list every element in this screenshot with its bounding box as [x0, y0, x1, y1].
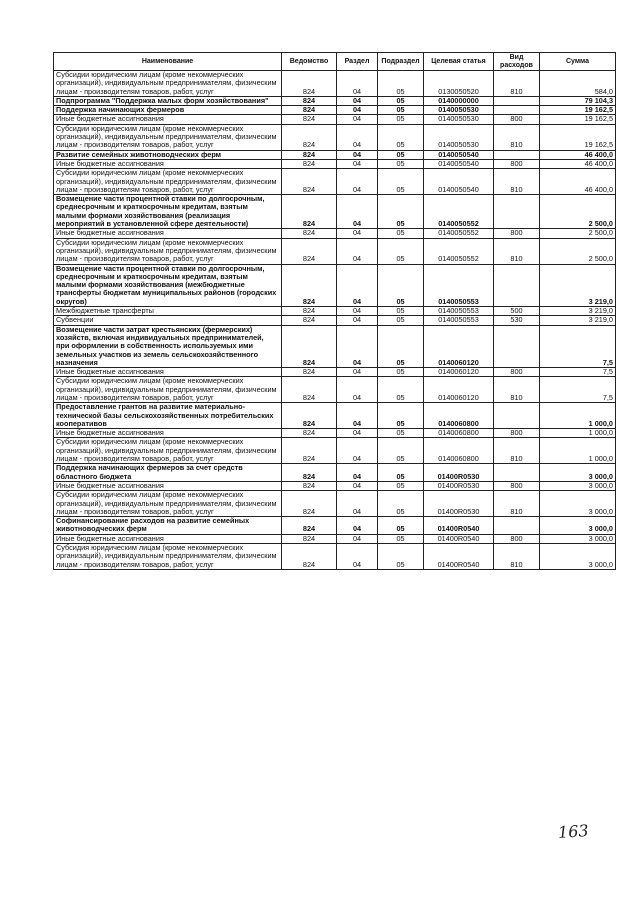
- cell-section: 04: [337, 71, 378, 97]
- cell-target: 0140050553: [424, 264, 494, 306]
- cell-section: 04: [337, 124, 378, 150]
- cell-dept: 824: [282, 124, 337, 150]
- cell-name: Иные бюджетные ассигнования: [54, 368, 282, 377]
- cell-subsection: 05: [378, 124, 424, 150]
- cell-name: Субсидии юридическим лицам (кроме некоммерческих организаций), индивидуальным предпринимателям, физическим лицам - производителям товаров, работ, услуг: [54, 438, 282, 464]
- cell-exp-type: [494, 96, 540, 105]
- table-row: [54, 377, 616, 403]
- cell-section: 04: [337, 325, 378, 367]
- cell-section: 04: [337, 403, 378, 429]
- cell-exp-type: 810: [494, 124, 540, 150]
- cell-exp-type: 810: [494, 71, 540, 97]
- cell-sum: 46 400,0: [540, 159, 616, 168]
- cell-subsection: 05: [378, 150, 424, 159]
- cell-dept: 824: [282, 438, 337, 464]
- cell-exp-type: 530: [494, 316, 540, 325]
- cell-subsection: 05: [378, 115, 424, 124]
- cell-subsection: 05: [378, 534, 424, 543]
- cell-name: Софинансирование расходов на развитие семейных животноводческих ферм: [54, 517, 282, 535]
- cell-section: 04: [337, 464, 378, 482]
- table-row: [54, 238, 616, 264]
- cell-target: 0140050553: [424, 316, 494, 325]
- cell-name: Иные бюджетные ассигнования: [54, 534, 282, 543]
- cell-subsection: 05: [378, 368, 424, 377]
- cell-sum: 7,5: [540, 368, 616, 377]
- cell-sum: 2 500,0: [540, 229, 616, 238]
- cell-dept: 824: [282, 71, 337, 97]
- cell-subsection: 05: [378, 106, 424, 115]
- header-dept: Ведомство: [282, 53, 337, 71]
- cell-name: Субсидии юридическим лицам (кроме некоммерческих организаций), индивидуальным предпринимателям, физическим лицам - производителям товаров, работ, услуг: [54, 71, 282, 97]
- cell-name: Возмещение части процентной ставки по долгосрочным, среднесрочным и краткосрочным кредитам, взятым малыми формами хозяйствования (реализация мероприятий в установленной сфере деятельности): [54, 195, 282, 229]
- cell-sum: 3 219,0: [540, 264, 616, 306]
- cell-section: 04: [337, 238, 378, 264]
- cell-name: Субсидии юридическим лицам (кроме некоммерческих организаций), индивидуальным предпринимателям, физическим лицам - производителям товаров, работ, услуг: [54, 377, 282, 403]
- cell-subsection: 05: [378, 517, 424, 535]
- cell-dept: 824: [282, 429, 337, 438]
- table-row: [54, 464, 616, 482]
- cell-subsection: 05: [378, 325, 424, 367]
- table-row: [54, 264, 616, 306]
- cell-section: 04: [337, 377, 378, 403]
- cell-sum: 3 000,0: [540, 534, 616, 543]
- cell-subsection: 05: [378, 429, 424, 438]
- table-row: [54, 534, 616, 543]
- cell-sum: 7,5: [540, 377, 616, 403]
- cell-target: 0130050520: [424, 71, 494, 97]
- cell-sum: 3 000,0: [540, 517, 616, 535]
- cell-name: Иные бюджетные ассигнования: [54, 159, 282, 168]
- cell-subsection: 05: [378, 264, 424, 306]
- cell-target: 01400R0540: [424, 517, 494, 535]
- cell-section: 04: [337, 159, 378, 168]
- cell-exp-type: 800: [494, 115, 540, 124]
- cell-dept: 824: [282, 159, 337, 168]
- cell-exp-type: [494, 325, 540, 367]
- cell-target: 0140050552: [424, 229, 494, 238]
- cell-exp-type: 810: [494, 169, 540, 195]
- cell-sum: 46 400,0: [540, 150, 616, 159]
- table-row: [54, 159, 616, 168]
- cell-section: 04: [337, 534, 378, 543]
- table-row: [54, 307, 616, 316]
- cell-exp-type: [494, 195, 540, 229]
- table-row: [54, 96, 616, 105]
- cell-target: 0140060800: [424, 438, 494, 464]
- cell-sum: 19 162,5: [540, 115, 616, 124]
- table-row: [54, 481, 616, 490]
- budget-table: [53, 52, 616, 570]
- cell-section: 04: [337, 229, 378, 238]
- table-row: [54, 106, 616, 115]
- cell-name: Иные бюджетные ассигнования: [54, 115, 282, 124]
- cell-name: Предоставление грантов на развитие материально-технической базы сельскохозяйственных потребительских кооперативов: [54, 403, 282, 429]
- cell-dept: 824: [282, 169, 337, 195]
- cell-name: Иные бюджетные ассигнования: [54, 429, 282, 438]
- cell-name: Иные бюджетные ассигнования: [54, 481, 282, 490]
- table-row: [54, 491, 616, 517]
- cell-dept: 824: [282, 368, 337, 377]
- budget-table-sheet: [53, 52, 615, 570]
- cell-subsection: 05: [378, 195, 424, 229]
- cell-exp-type: [494, 517, 540, 535]
- cell-sum: 2 500,0: [540, 195, 616, 229]
- cell-target: 0140060120: [424, 377, 494, 403]
- cell-target: 0140050540: [424, 169, 494, 195]
- cell-exp-type: 500: [494, 307, 540, 316]
- table-row: [54, 438, 616, 464]
- cell-sum: 3 000,0: [540, 491, 616, 517]
- cell-sum: 1 000,0: [540, 403, 616, 429]
- cell-exp-type: [494, 150, 540, 159]
- cell-target: 01400R0530: [424, 491, 494, 517]
- cell-subsection: 05: [378, 403, 424, 429]
- cell-exp-type: [494, 264, 540, 306]
- cell-target: 0140050530: [424, 106, 494, 115]
- cell-target: 0140050552: [424, 238, 494, 264]
- table-row: [54, 316, 616, 325]
- cell-subsection: 05: [378, 438, 424, 464]
- cell-name: Субсидии юридическим лицам (кроме некоммерческих организаций), индивидуальным предпринимателям, физическим лицам - производителям товаров, работ, услуг: [54, 238, 282, 264]
- cell-target: 0140060120: [424, 368, 494, 377]
- cell-target: 0140060800: [424, 403, 494, 429]
- cell-name: Субсидии юридическим лицам (кроме некоммерческих организаций), индивидуальным предпринимателям, физическим лицам - производителям товаров, работ, услуг: [54, 169, 282, 195]
- cell-subsection: 05: [378, 481, 424, 490]
- header-exp-type: Вид расходов: [494, 53, 540, 71]
- cell-sum: 46 400,0: [540, 169, 616, 195]
- cell-subsection: 05: [378, 238, 424, 264]
- cell-section: 04: [337, 169, 378, 195]
- header-subsection: Подраздел: [378, 53, 424, 71]
- header-sum: Сумма: [540, 53, 616, 71]
- cell-subsection: 05: [378, 229, 424, 238]
- table-row: [54, 517, 616, 535]
- cell-target: 0140060120: [424, 325, 494, 367]
- cell-sum: 3 000,0: [540, 464, 616, 482]
- table-body: [54, 71, 616, 570]
- cell-sum: 79 104,3: [540, 96, 616, 105]
- cell-name: Возмещение части затрат крестьянских (фермерских) хозяйств, включая индивидуальных предпринимателей, при оформлении в собственность используемых ими земельных участков из земель сельскохозяйственного назначения: [54, 325, 282, 367]
- table-row: [54, 124, 616, 150]
- cell-section: 04: [337, 368, 378, 377]
- cell-subsection: 05: [378, 96, 424, 105]
- cell-dept: 824: [282, 307, 337, 316]
- cell-name: Субсидия юридическим лицам (кроме некоммерческих организаций), индивидуальным предпринимателям, физическим лицам - производителям товаров, работ, услуг: [54, 544, 282, 570]
- cell-sum: 7,5: [540, 325, 616, 367]
- table-row: [54, 195, 616, 229]
- cell-exp-type: [494, 106, 540, 115]
- cell-subsection: 05: [378, 377, 424, 403]
- cell-section: 04: [337, 316, 378, 325]
- cell-exp-type: 810: [494, 544, 540, 570]
- cell-subsection: 05: [378, 159, 424, 168]
- cell-dept: 824: [282, 464, 337, 482]
- cell-name: Возмещение части процентной ставки по долгосрочным, среднесрочным и краткосрочным кредитам, взятым малыми формами хозяйствования (межбюджетные трансферты бюджетам муниципальных районов (городских округов): [54, 264, 282, 306]
- table-row: [54, 115, 616, 124]
- cell-sum: 3 219,0: [540, 307, 616, 316]
- cell-subsection: 05: [378, 316, 424, 325]
- cell-exp-type: 800: [494, 429, 540, 438]
- cell-exp-type: 800: [494, 229, 540, 238]
- cell-subsection: 05: [378, 491, 424, 517]
- cell-target: 0140000000: [424, 96, 494, 105]
- cell-dept: 824: [282, 517, 337, 535]
- cell-target: 0140050552: [424, 195, 494, 229]
- cell-exp-type: 810: [494, 238, 540, 264]
- cell-name: Субвенции: [54, 316, 282, 325]
- cell-sum: 19 162,5: [540, 124, 616, 150]
- cell-name: Поддержка начинающих фермеров за счет средств областного бюджета: [54, 464, 282, 482]
- cell-dept: 824: [282, 534, 337, 543]
- cell-section: 04: [337, 195, 378, 229]
- cell-exp-type: 810: [494, 491, 540, 517]
- cell-sum: 3 000,0: [540, 544, 616, 570]
- cell-sum: 1 000,0: [540, 429, 616, 438]
- cell-exp-type: 810: [494, 377, 540, 403]
- cell-target: 01400R0540: [424, 544, 494, 570]
- cell-section: 04: [337, 438, 378, 464]
- cell-dept: 824: [282, 316, 337, 325]
- cell-section: 04: [337, 544, 378, 570]
- cell-target: 01400R0530: [424, 464, 494, 482]
- cell-dept: 824: [282, 491, 337, 517]
- cell-exp-type: 800: [494, 159, 540, 168]
- cell-name: Субсидии юридическим лицам (кроме некоммерческих организаций), индивидуальным предпринимателям, физическим лицам - производителям товаров, работ, услуг: [54, 491, 282, 517]
- cell-section: 04: [337, 115, 378, 124]
- cell-dept: 824: [282, 544, 337, 570]
- cell-section: 04: [337, 491, 378, 517]
- cell-sum: 19 162,5: [540, 106, 616, 115]
- cell-dept: 824: [282, 195, 337, 229]
- table-row: [54, 229, 616, 238]
- cell-name: Развитие семейных животноводческих ферм: [54, 150, 282, 159]
- cell-dept: 824: [282, 377, 337, 403]
- cell-subsection: 05: [378, 71, 424, 97]
- header-section: Раздел: [337, 53, 378, 71]
- cell-sum: 1 000,0: [540, 438, 616, 464]
- cell-exp-type: 800: [494, 534, 540, 543]
- cell-target: 0140050540: [424, 159, 494, 168]
- cell-target: 0140050530: [424, 115, 494, 124]
- cell-dept: 824: [282, 106, 337, 115]
- cell-sum: 3 219,0: [540, 316, 616, 325]
- cell-subsection: 05: [378, 544, 424, 570]
- cell-name: Межбюджетные трансферты: [54, 307, 282, 316]
- cell-target: 01400R0540: [424, 534, 494, 543]
- table-row: [54, 544, 616, 570]
- cell-dept: 824: [282, 96, 337, 105]
- cell-sum: 584,0: [540, 71, 616, 97]
- cell-name: Подпрограмма "Поддержка малых форм хозяйствования": [54, 96, 282, 105]
- cell-dept: 824: [282, 264, 337, 306]
- cell-section: 04: [337, 307, 378, 316]
- cell-sum: 3 000,0: [540, 481, 616, 490]
- cell-dept: 824: [282, 325, 337, 367]
- cell-dept: 824: [282, 229, 337, 238]
- cell-dept: 824: [282, 238, 337, 264]
- cell-target: 0140060800: [424, 429, 494, 438]
- cell-target: 0140050530: [424, 124, 494, 150]
- cell-exp-type: [494, 464, 540, 482]
- cell-exp-type: 800: [494, 481, 540, 490]
- table-row: [54, 150, 616, 159]
- cell-subsection: 05: [378, 307, 424, 316]
- cell-target: 01400R0530: [424, 481, 494, 490]
- table-row: [54, 403, 616, 429]
- table-row: [54, 71, 616, 97]
- cell-subsection: 05: [378, 464, 424, 482]
- cell-section: 04: [337, 106, 378, 115]
- header-target: Целевая статья: [424, 53, 494, 71]
- cell-section: 04: [337, 96, 378, 105]
- cell-subsection: 05: [378, 169, 424, 195]
- cell-name: Поддержка начинающих фермеров: [54, 106, 282, 115]
- cell-dept: 824: [282, 481, 337, 490]
- cell-sum: 2 500,0: [540, 238, 616, 264]
- cell-target: 0140050540: [424, 150, 494, 159]
- table-row: [54, 429, 616, 438]
- cell-target: 0140050553: [424, 307, 494, 316]
- cell-exp-type: 800: [494, 368, 540, 377]
- cell-section: 04: [337, 429, 378, 438]
- cell-dept: 824: [282, 115, 337, 124]
- cell-section: 04: [337, 264, 378, 306]
- table-row: [54, 368, 616, 377]
- cell-section: 04: [337, 517, 378, 535]
- cell-name: Иные бюджетные ассигнования: [54, 229, 282, 238]
- header-name: Наименование: [54, 53, 282, 71]
- cell-section: 04: [337, 481, 378, 490]
- table-row: [54, 169, 616, 195]
- table-header-row: [54, 53, 616, 71]
- table-row: [54, 325, 616, 367]
- cell-name: Субсидии юридическим лицам (кроме некоммерческих организаций), индивидуальным предпринимателям, физическим лицам - производителям товаров, работ, услуг: [54, 124, 282, 150]
- cell-section: 04: [337, 150, 378, 159]
- cell-dept: 824: [282, 403, 337, 429]
- page-number: 163: [557, 820, 590, 843]
- cell-exp-type: [494, 403, 540, 429]
- cell-exp-type: 810: [494, 438, 540, 464]
- cell-dept: 824: [282, 150, 337, 159]
